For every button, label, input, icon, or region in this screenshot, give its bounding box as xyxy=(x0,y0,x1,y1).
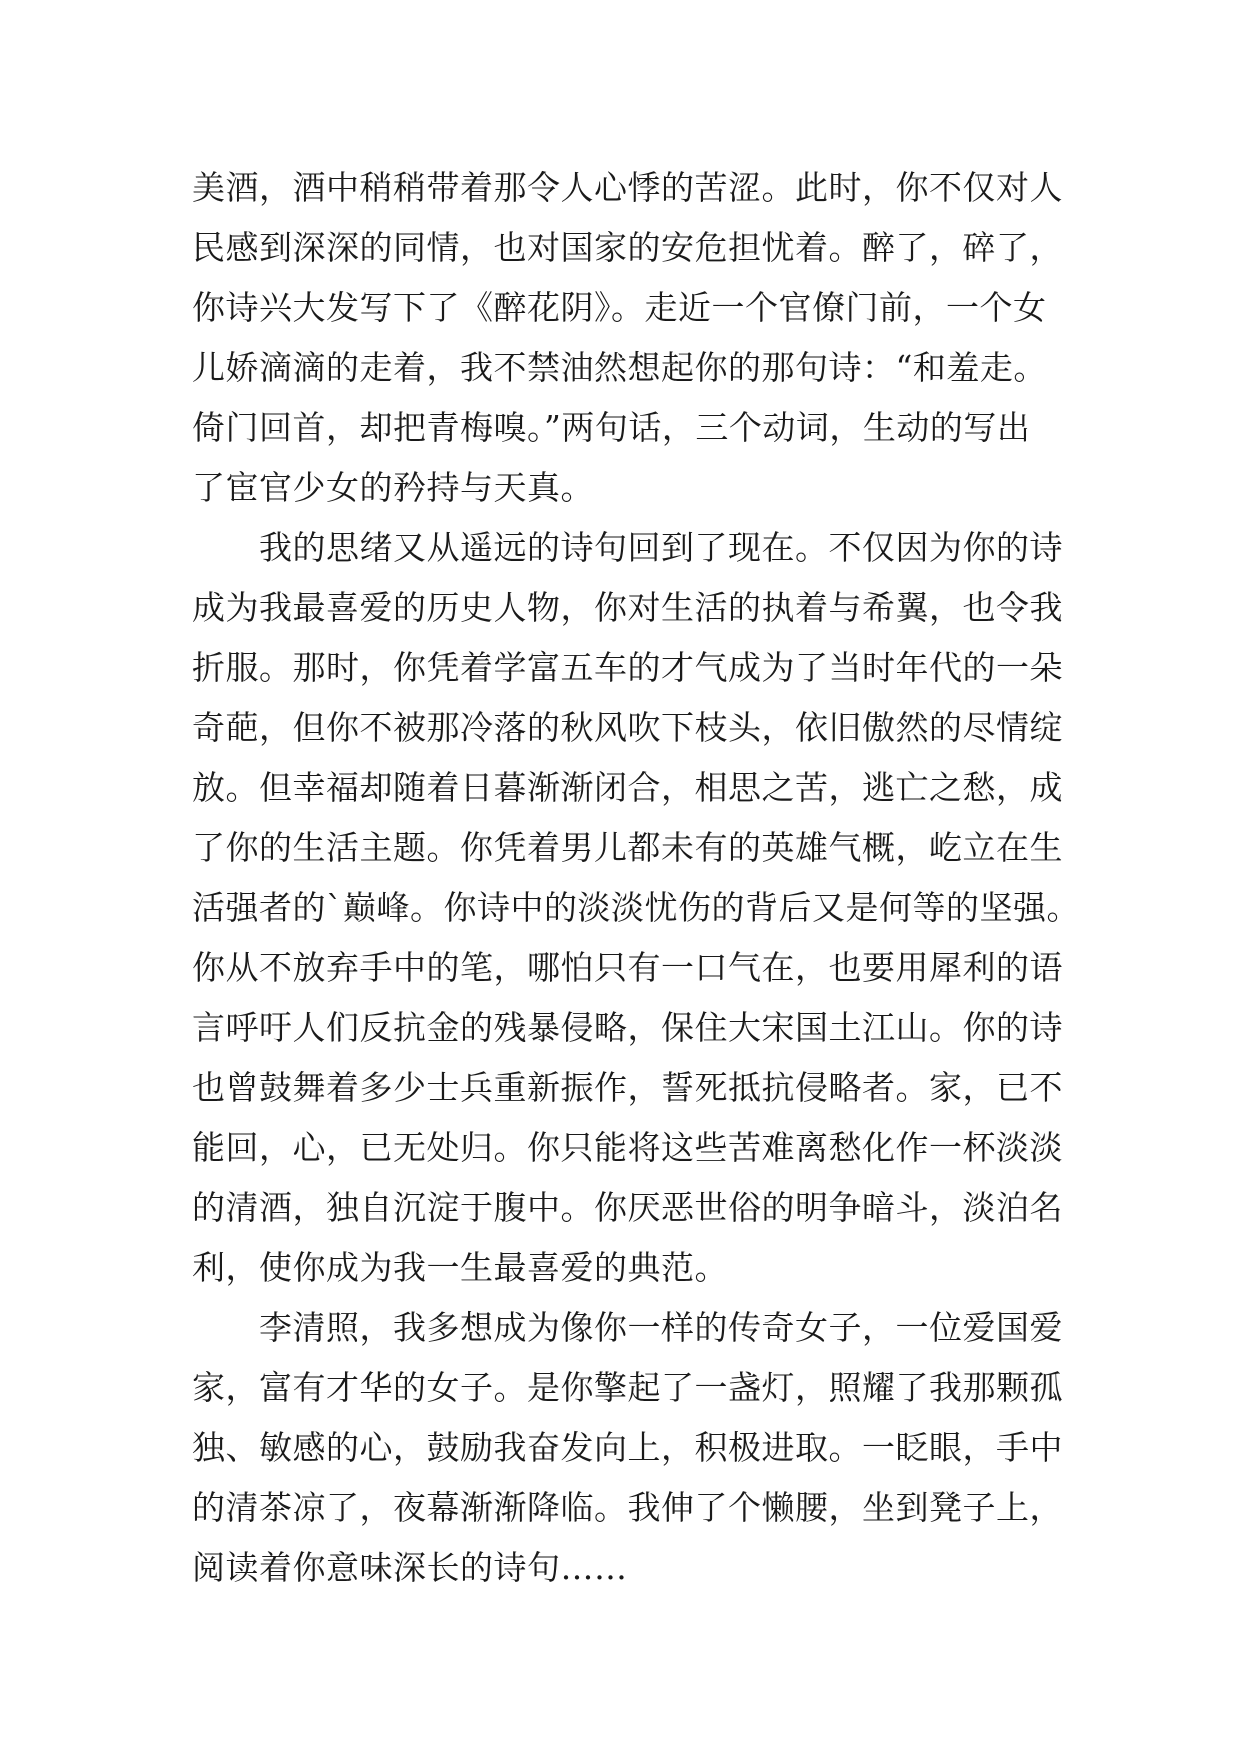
text-line: 了宦官少女的矜持与天真。 xyxy=(192,468,594,507)
text-line: 倚门回首，却把青梅嗅。”两句话，三个动词，生动的写出 xyxy=(192,408,1031,447)
text-line: 我的思绪又从遥远的诗句回到了现在。不仅因为你的诗 xyxy=(192,528,1063,567)
text-line: 家，富有才华的女子。是你擎起了一盏灯，照耀了我那颗孤 xyxy=(192,1368,1063,1407)
text-line: 折服。那时，你凭着学富五车的才气成为了当时年代的一朵 xyxy=(192,648,1063,687)
text-line: 儿娇滴滴的走着，我不禁油然想起你的那句诗：“和羞走。 xyxy=(192,348,1047,387)
text-line: 能回，心，已无处归。你只能将这些苦难离愁化作一杯淡淡 xyxy=(192,1128,1063,1167)
text-line: 成为我最喜爱的历史人物，你对生活的执着与希翼，也令我 xyxy=(192,588,1063,627)
text-line: 民感到深深的同情，也对国家的安危担忧着。醉了，碎了， xyxy=(192,228,1063,267)
text-line: 活强者的`巅峰。你诗中的淡淡忧伤的背后又是何等的坚强。 xyxy=(192,888,1080,927)
essay-body xyxy=(192,158,1080,1598)
text-line: 李清照，我多想成为像你一样的传奇女子，一位爱国爱 xyxy=(192,1308,1063,1347)
text-line: 利，使你成为我一生最喜爱的典范。 xyxy=(192,1248,728,1287)
text-line: 阅读着你意味深长的诗句…… xyxy=(192,1548,628,1587)
text-line: 你从不放弃手中的笔，哪怕只有一口气在，也要用犀利的语 xyxy=(192,948,1063,987)
text-line: 美酒，酒中稍稍带着那令人心悸的苦涩。此时，你不仅对人 xyxy=(192,168,1063,207)
text-line: 言呼吁人们反抗金的残暴侵略，保住大宋国土江山。你的诗 xyxy=(192,1008,1063,1047)
text-line: 放。但幸福却随着日暮渐渐闭合，相思之苦，逃亡之愁，成 xyxy=(192,768,1063,807)
text-line: 你诗兴大发写下了《醉花阴》。走近一个官僚门前，一个女 xyxy=(192,288,1047,327)
text-line: 的清酒，独自沉淀于腹中。你厌恶世俗的明争暗斗，淡泊名 xyxy=(192,1188,1063,1227)
text-line: 也曾鼓舞着多少士兵重新振作，誓死抵抗侵略者。家，已不 xyxy=(192,1068,1063,1107)
text-line: 奇葩，但你不被那冷落的秋风吹下枝头，依旧傲然的尽情绽 xyxy=(192,708,1063,747)
text-line: 的清茶凉了，夜幕渐渐降临。我伸了个懒腰，坐到凳子上， xyxy=(192,1488,1063,1527)
text-line: 独、敏感的心，鼓励我奋发向上，积极进取。一眨眼，手中 xyxy=(192,1428,1063,1467)
text-line: 了你的生活主题。你凭着男儿都未有的英雄气概，屹立在生 xyxy=(192,828,1063,867)
